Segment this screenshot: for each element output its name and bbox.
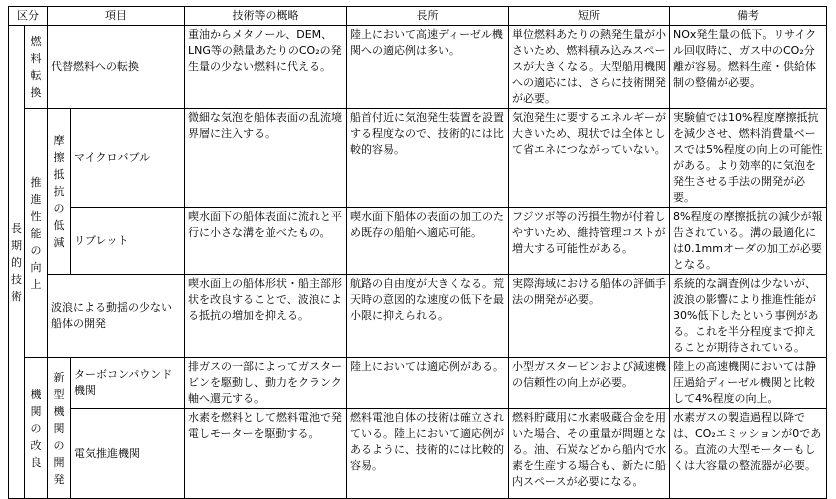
cell-overview: 喫水面下の船体表面に流れと平行に小さな溝を並べたもの。 [185,208,347,275]
cell-remarks: 実験値では10%程度摩擦抵抗を減少させ、燃料消費量ベースでは5%程度の向上の可能性がある。より効率的に気泡を発生させる手法の開発が必要。 [670,109,827,208]
group-engine: 機関の改良 [25,358,48,499]
table-row [9,409,827,499]
cell-advantages: 航路の自由度が大きくなる。荒天時の意図的な速度の低下を最小限に抑えられる。 [347,275,509,358]
item-alt-fuel: 代替燃料への転換 [48,26,185,109]
table-row [9,275,827,358]
cell-disadvantages: 単位燃料あたりの熱発生量が小さいため、燃料積み込みスペースが大きくなる。大型船用機関への適応には、さらに技術開発が必要。 [509,26,670,109]
cell-disadvantages: 気泡発生に要するエネルギーが大きいため、現状では全体として省エネにつながっていない。 [509,109,670,208]
cell-disadvantages: フジツボ等の汚損生物が付着しやすいため、維持管理コストが増大する可能性がある。 [509,208,670,275]
group-friction: 摩擦抵抗の低減 [48,109,71,275]
cell-remarks: 陸上の高速機関においては静圧過給ディーゼル機関と比較して4%程度の向上。 [670,358,827,409]
cell-remarks: NOx発生量の低下。リサイクル回収時に、ガス中のCO₂分離が容易。燃料生産・供給体制の整備が必要。 [670,26,827,109]
item-microbubble: マイクロバブル [71,109,185,208]
item-riblet: リブレット [71,208,185,275]
cell-disadvantages: 燃料貯蔵用に水素吸蔵合金を用いた場合、その重量が問題となる。油、石炭などから船内で水素を生産する場合も、新たに船内スペースが必要になる。 [509,409,670,499]
header-row [9,7,827,26]
table-row [9,109,827,208]
cell-remarks: 8%程度の摩擦抵抗の減少が報告されている。溝の最適化には0.1mmオーダの加工が必要となる。 [670,208,827,275]
header-disadvantages: 短所 [509,7,670,26]
cell-advantages: 船首付近に気泡発生装置を設置する程度なので、技術的には比較的容易。 [347,109,509,208]
group-long-term: 長期的技術 [9,26,25,499]
cell-advantages: 燃料電池自体の技術は確立されている。陸上において適応例があるように、技術的には比較的容易。 [347,409,509,499]
header-advantages: 長所 [347,7,509,26]
technology-table [8,6,827,499]
group-new-engine: 新型機関の開発 [48,358,71,499]
table-row [9,358,827,409]
cell-overview: 水素を燃料として燃料電池で発電しモーターを駆動する。 [185,409,347,499]
cell-overview: 微細な気泡を船体表面の乱流境界層に注入する。 [185,109,347,208]
item-electric: 電気推進機関 [71,409,185,499]
item-turbo: ターボコンパウンド機関 [71,358,185,409]
cell-remarks: 水素ガスの製造過程以降では、CO₂エミッションが0である。直流の大型モーターもしくは大容量の整流器が必要。 [670,409,827,499]
table-row [9,208,827,275]
cell-overview: 排ガスの一部によってガスタービンを駆動し、動力をクランク軸へ還元する。 [185,358,347,409]
header-item: 項目 [48,7,185,26]
group-fuel-conversion: 燃料転換 [25,26,48,109]
header-overview: 技術等の概略 [185,7,347,26]
cell-advantages: 陸上において高速ディーゼル機関への適応例は多い。 [347,26,509,109]
cell-advantages: 陸上においては適応例がある。 [347,358,509,409]
cell-disadvantages: 実際海域における船体の評価手法の開発が必要。 [509,275,670,358]
cell-disadvantages: 小型ガスタービンおよび減速機の信頼性の向上が必要。 [509,358,670,409]
cell-remarks: 系統的な調査例は少ないが、波浪の影響により推進性能が30%低下したという事例がある。これを半分程度まで抑えることが期待されている。 [670,275,827,358]
item-wave: 波浪による動揺の少ない船体の開発 [48,275,185,358]
header-category: 区分 [9,7,48,26]
table-row [9,26,827,109]
cell-advantages: 喫水面下船体の表面の加工のため既存の船舶へ適応可能。 [347,208,509,275]
cell-overview: 喫水面上の船体形状・船主部形状を改良することで、波浪による抵抗の増加を抑える。 [185,275,347,358]
cell-overview: 重油からメタノール、DEM、LNG等の熱量あたりのCO₂の発生量の少ない燃料に代える。 [185,26,347,109]
group-propulsion: 推進性能の向上 [25,109,48,358]
header-remarks: 備考 [670,7,827,26]
